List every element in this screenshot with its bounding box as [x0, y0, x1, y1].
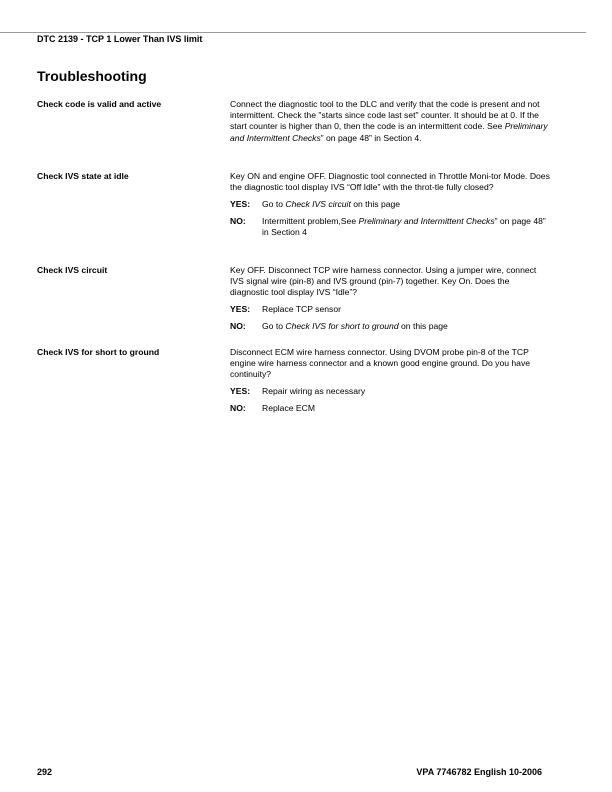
yes-answer — [230, 199, 550, 210]
yes-answer — [230, 304, 550, 315]
step-text: Disconnect ECM wire harness connector. Using DVOM probe pin-8 of the TCP engine wire harness connector and a known good engine ground. Do you have continuity? — [230, 347, 531, 380]
step-label: Check code is valid and active — [37, 99, 162, 109]
yes-key: YES: — [230, 198, 251, 209]
no-text: Go to Check IVS for short to ground on this page — [262, 320, 448, 331]
step-label: Check IVS state at idle — [37, 171, 129, 181]
yes-key: YES: — [230, 386, 251, 397]
step-text: Key ON and engine OFF. Diagnostic tool connected in Throttle Moni-tor Mode. Does the diagnostic tool display IVS “Off Idle” with the throt-tle fully closed? — [230, 171, 550, 193]
no-key: NO: — [230, 402, 246, 413]
header-title: DTC 2139 - TCP 1 Lower Than IVS limit — [37, 34, 203, 44]
no-text: Replace ECM — [262, 402, 316, 413]
step-text: Key OFF. Disconnect TCP wire harness connector. Using a jumper wire, connect IVS signal wire (pin-8) and IVS ground (pin-7) together. Key On. Does the diagnostic tool display IVS “Idle”? — [230, 265, 537, 298]
yes-key: YES: — [230, 304, 251, 315]
page-number: 292 — [37, 767, 53, 777]
yes-text: Repair wiring as necessary — [262, 386, 366, 397]
step-body — [230, 171, 550, 238]
no-answer — [230, 321, 550, 332]
step-body — [230, 265, 550, 332]
section-title: Troubleshooting — [37, 68, 147, 84]
no-answer — [230, 216, 550, 238]
step-label: Check IVS circuit — [37, 265, 108, 275]
step-text: Connect the diagnostic tool to the DLC and verify that the code is present and not intermittent. Check the "starts since code last set" counter. It should be at 0. If the start counter is higher than 0, then the code is an intermittent code. See Preliminary and Intermittent Checks” on page 48” in Section 4. — [230, 99, 548, 143]
yes-text: Go to Check IVS circuit on this page — [262, 198, 401, 209]
step-label: Check IVS for short to ground — [37, 347, 160, 357]
cross-reference: Check IVS for short to ground — [285, 320, 399, 331]
no-key: NO: — [230, 215, 246, 226]
no-key: NO: — [230, 320, 246, 331]
header-rule — [0, 32, 586, 33]
no-answer — [230, 403, 550, 414]
yes-text: Replace TCP sensor — [262, 304, 341, 315]
yes-answer — [230, 386, 550, 397]
no-text: Intermittent problem,See Preliminary and Intermittent Checks” on page 48” in Section 4 — [262, 215, 546, 237]
cross-reference: Preliminary and Intermittent Checks — [358, 215, 495, 226]
step-body — [230, 347, 550, 414]
cross-reference: Preliminary and Intermittent Checks — [230, 121, 548, 143]
step-body — [230, 99, 550, 144]
document-id: VPA 7746782 English 10-2006 — [416, 767, 542, 777]
cross-reference: Check IVS circuit — [285, 198, 351, 209]
